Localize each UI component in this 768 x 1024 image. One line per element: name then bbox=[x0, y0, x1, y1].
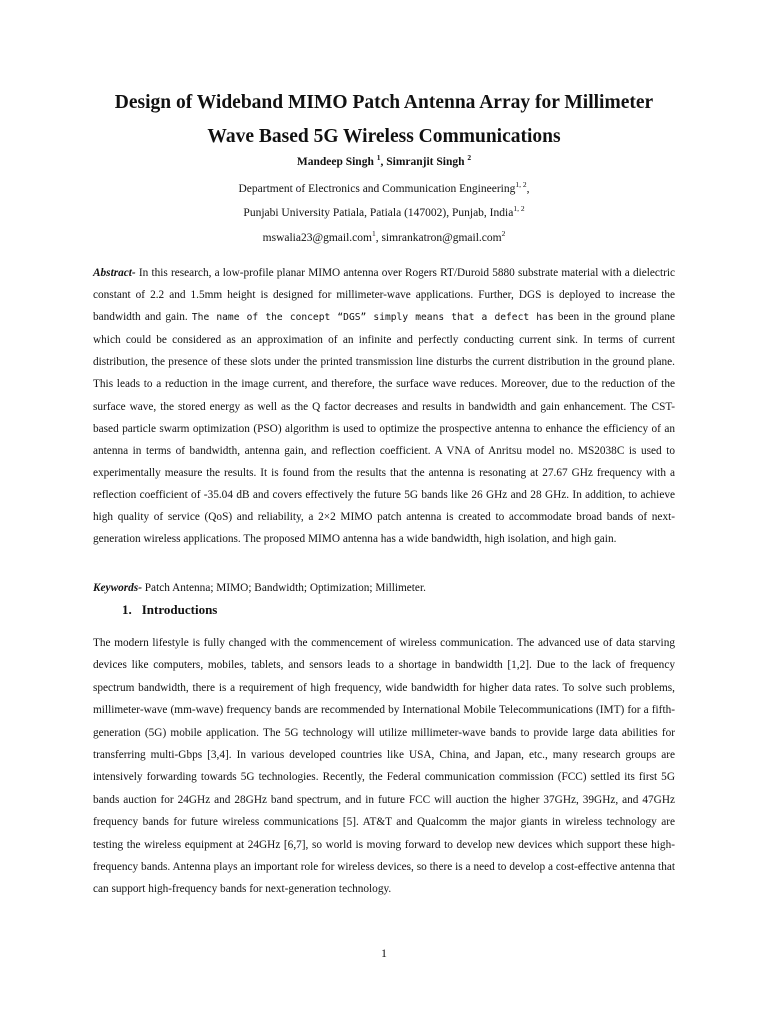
intro-paragraph: The modern lifestyle is fully changed with the commencement of wireless communication. The advanced use of data starving devices like computers, mobiles, tablets, and sensors leads to a shortage in bandwidth [1,2]. Due to the lack of frequency spectrum bandwidth, there is a requirement of high frequency, wide bandwidth for higher data rates. To solve such problems, millimeter-wave (mm-wave) frequency bands are recommended by International Mobile Telecommunications (IMT) for a fifth-generation (5G) mobile application. The 5G technology will utilize millimeter-wave bands to provide large data abilities for transferring multi-Gbps [3,4]. In various developed countries like USA, China, and Japan, etc., many research groups are intensively forwarding towards 5G technologies. Recently, the Federal communication commission (FCC) settled its first 5G bands auction for 24GHz and 28GHz band spectrum, and in future FCC will auction the higher 37GHz, 39GHz, and 47GHz frequency bands for future wireless communications [5]. AT&T and Qualcomm the major giants in wireless technology are testing the wireless equipment at 24GHz [6,7], so world is moving forward to develop new devices which support these high-frequency bands. Antenna plays an important role for wireless devices, so there is a need to develop a cost-effective antenna that can support high-frequency bands for next-generation technology. bbox=[93, 637, 675, 896]
keywords-label: Keywords- bbox=[93, 582, 142, 594]
affiliation-university: Punjabi University Patiala, Patiala (147002), Punjab, India$^{1, 2}$ bbox=[243, 204, 525, 219]
section-number: 1. bbox=[122, 602, 132, 617]
affiliation-1-sup: 1, 2 bbox=[515, 180, 527, 190]
affiliation-department: Department of Electronics and Communication Engineering$^{1, 2}$, bbox=[238, 180, 530, 195]
abstract-text-b: been in the ground plane which could be considered as an approximation of an infinite and perfectly conducting current sink. In terms of current distribution, the presence of these slots under the printed transmission line disturbs the current distribution in the ground plane. This leads to a reduction in the image current, and therefore, the surface wave reduces. Moreover, due to the reduction of the surface wave, the stored energy as well as the Q factor decreases and results in bandwidth and gain enhancement. The CST-based particle swarm optimization (PSO) algorithm is used to optimize the prospective antenna to enhance the efficiency of an antenna in terms of bandwidth, antenna gain, and reflection coefficient. A VNA of Anritsu model no. MS2038C is used to experimentally measure the results. It is found from the results that the antenna is resonating at 27.67 GHz frequency with a reflection coefficient of -35.04 dB and covers effectively the future 5G bands like 26 GHz and 28 GHz. In addition, to achieve high quality of service (QoS) and reliability, a 2×2 MIMO patch antenna is created to accommodate broad bands of next-generation wireless applications. The proposed MIMO antenna has a wide bandwidth, high isolation, and high gain. bbox=[93, 311, 675, 546]
abstract-text-a: In this research, a low-profile planar MIMO antenna over Rogers RT/Duroid 5880 substrate material with a dielectric constant of 2.2 and 1.5mm height is designed for millimeter-wave applications. Further, DGS is deployed to increase the bandwidth and gain. bbox=[93, 267, 675, 324]
abstract-label: Abstract- bbox=[93, 267, 136, 279]
affiliation-2-sup: 1, 2 bbox=[513, 204, 525, 214]
keywords bbox=[93, 578, 675, 598]
author-1-sup: 1 bbox=[376, 153, 381, 163]
author-list bbox=[0, 153, 768, 168]
abstract bbox=[93, 262, 675, 550]
section-heading-introductions bbox=[122, 602, 217, 618]
author-separator: , bbox=[380, 156, 387, 168]
author-2-sup: 2 bbox=[467, 153, 472, 163]
email-2: simrankatron@gmail.com bbox=[381, 232, 502, 244]
title-line-2: Wave Based 5G Wireless Communications bbox=[207, 126, 561, 147]
email-1: mswalia23@gmail.com bbox=[262, 232, 372, 244]
title-line-1: Design of Wideband MIMO Patch Antenna Array for Millimeter bbox=[114, 92, 654, 113]
section-title: Introductions bbox=[141, 602, 218, 617]
paper-title bbox=[40, 86, 728, 154]
page-number: 1 bbox=[381, 946, 387, 960]
keywords-text: Patch Antenna; MIMO; Bandwidth; Optimization; Millimeter. bbox=[141, 582, 426, 594]
abstract-text-dgs: The name of the concept “DGS” simply means that a defect has bbox=[191, 312, 554, 324]
author-2: Simranjit Singh bbox=[386, 156, 465, 168]
author-1: Mandeep Singh bbox=[296, 156, 374, 168]
author-emails: mswalia23@gmail.com$^1$, simrankatron@gmail.com$^2$ bbox=[262, 229, 506, 244]
